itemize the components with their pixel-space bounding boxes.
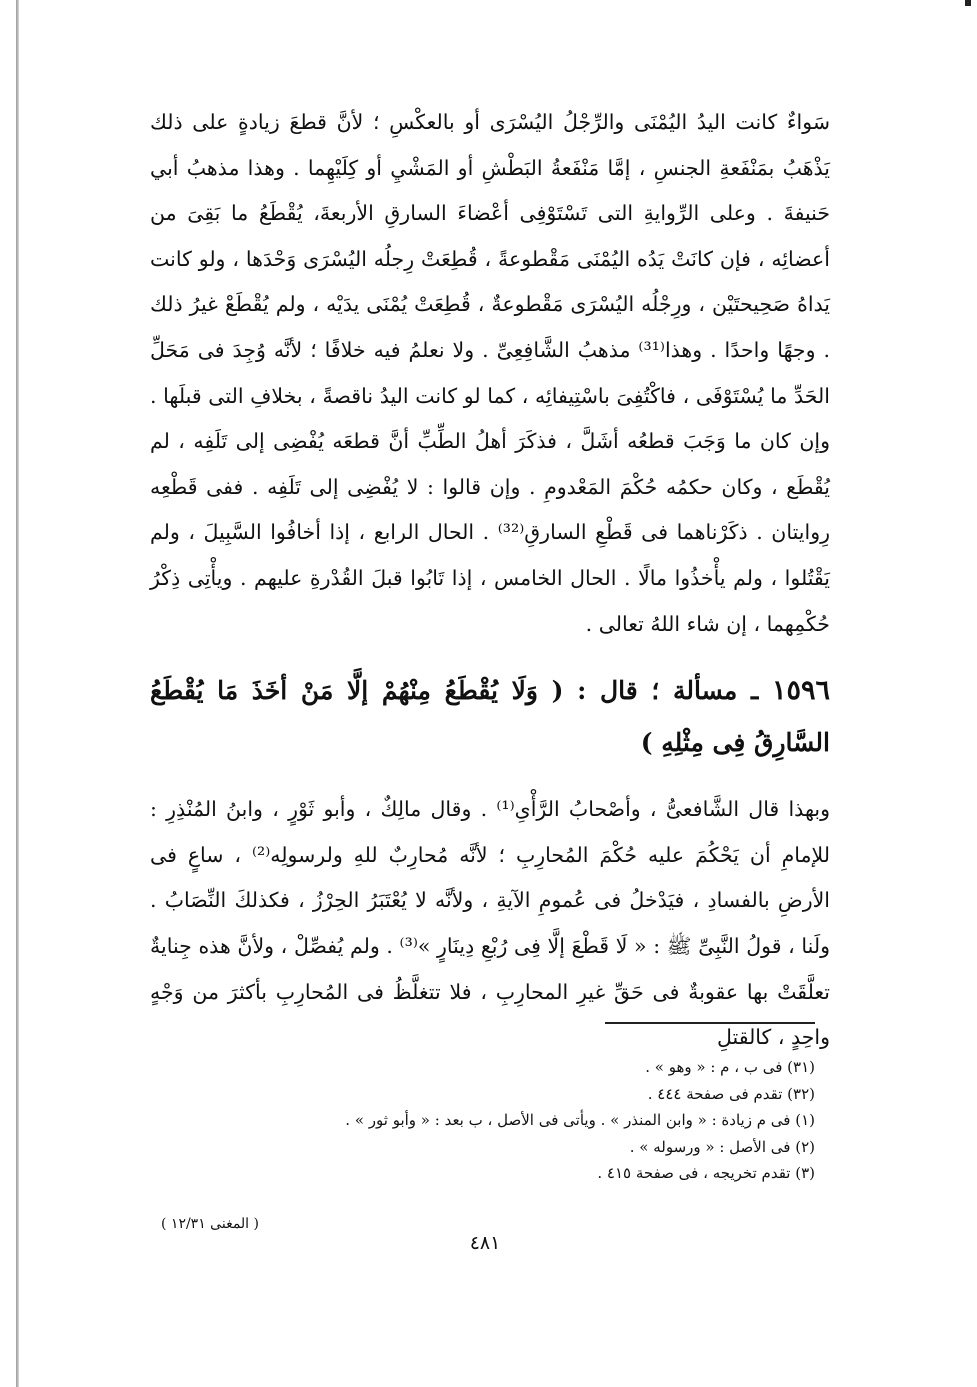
footnotes	[345, 1054, 815, 1187]
issue-heading-text: ـ مسألة ؛ قال : ( وَلَا يُقْطَعُ مِنْهُمْ إلَّا مَنْ أخَذَ مَا يُقْطَعُ السَّارِقُ فِى مِثْلِهِ )	[150, 676, 830, 758]
page-number: ٤٨١	[469, 1232, 501, 1254]
volume-reference: ( المغنى ١٢/٣١ )	[161, 1216, 259, 1232]
footnote-1: (١) فى م زيادة : « وابن المنذر » . ويأتى فى الأصل ، ب بعد : « وأبو ثور » .	[345, 1111, 815, 1129]
footnote-32: (٣٢) تقدم فى صفحة ٤٤٤ .	[647, 1084, 815, 1103]
issue-number: ١٥٩٦	[771, 675, 830, 707]
scan-edge	[16, 0, 19, 1387]
footnote-2: (٢) فى الأصل : « ورسوله » .	[629, 1137, 815, 1156]
paragraph-2: وبهذا قال الشَّافعىُّ ، وأصْحابُ الرَّأْىِ⁽¹⁾ . وقال مالِكٌ ، وأبو ثَوْرٍ ، وابنُ المُنْذِرِ : للإمامِ أن يَحْكُمَ عليه حُكْمَ المُحارِبِ ؛ لأنَّه مُحارِبٌ للهِ ولرسولِه⁽²⁾ ، ساعٍ فى الأرضِ بالفسادِ ، فيَدْخلُ فى عُمومِ الآيةِ ، ولأنَّه لا يُعْتَبَرُ الحِرْزُ ، فكذلكَ النِّصَابُ . ولَنا ، قولُ النَّبِىِّ ﷺ : « لَا قَطْعَ إلَّا فِى رُبْعِ دِينَارٍ »⁽³⁾ . ولم يُفصِّلْ ، ولأنَّ هذه جِنايةٌ تعلَّقَتْ بها عقوبةٌ فى حَقِّ غيرِ المحارِبِ ، فلا تتغلَّظُ فى المُحارِبِ بأكثرَ من وَجْهٍ واحِدٍ ، كالقتلِ	[150, 797, 830, 1050]
issue-heading	[150, 665, 830, 769]
scan-mark	[965, 0, 971, 6]
footnote-divider	[605, 1022, 815, 1024]
paragraph-1: سَواءٌ كانت اليدُ اليُمْنَى والرِّجْلُ اليُسْرَى أو بالعكْسِ ؛ لأنَّ قطعَ زيادةٍ على ذلك يَذْهَبُ بمَنْفَعةِ الجنسِ ، إمَّا مَنْفَعةُ البَطْشِ أو المَشْيِ أو كِلَيْهِما . وهذا مذهبُ أبي حَنيفةَ . وعلى الرِّوايةِ التى تَسْتَوْفِى أعْضاءَ السارقِ الأربعةَ، يُقْطَعُ ما بَقِىَ من أعضائِه ، فإن كانَتْ يَدُه اليُمْنَى مَقْطوعةً ، قُطِعَتْ رِجلُه اليُسْرَى وَحْدَها ، ولو كانت يَداهُ صَحِيحتَيْن ، ورِجْلُه اليُسْرَى مَقْطوعةٌ ، قُطِعَتْ يُمْنَى يدَيْه ، ولم يُقْطَعْ غيرُ ذلك . وجهًا واحدًا . وهذا⁽³¹⁾ مذهبُ الشَّافِعِىِّ . ولا نعلمُ فيه خلافًا ؛ لأنَّه وُجِدَ فى مَحَلِّ الحَدِّ ما يُسْتَوْفَى ، فاكْتُفِىَ باسْتِيفائِه ، كما لو كانت اليدُ ناقصةً ، بخلافِ التى قبلَها . وإن كان ما وَجَبَ قطعُه أشَلَّ ، فذكَرَ أهلُ الطِّبِّ أنَّ قطعَه يُفْضِى إلى تَلَفِه ، لم يُقْطَع ، وكان حكمُه حُكْمَ المَعْدومِ . وإن قالوا : لا يُفْضِى إلى تَلَفِه . ففى قَطْعِه رِوايتان . ذكَرْناهما فى قَطْعِ السارقِ⁽³²⁾ . الحال الرابع ، إذا أخافُوا السَّبِيلَ ، ولم يَقْتُلوا ، ولم يأْخذُوا مالًا . الحال الخامس ، إذا تَابُوا قبلَ القُدْرةِ عليهم . ويأْتِى ذِكْرُ حُكْمِهما ، إن شاء اللهُ تعالى .	[150, 110, 830, 636]
page-body	[150, 100, 830, 1061]
footnote-3: (٣) تقدم تخريجه ، فى صفحة ٤١٥ .	[597, 1164, 815, 1182]
footnote-31: (٣١) فى ب ، م : « وهو » .	[645, 1058, 815, 1076]
